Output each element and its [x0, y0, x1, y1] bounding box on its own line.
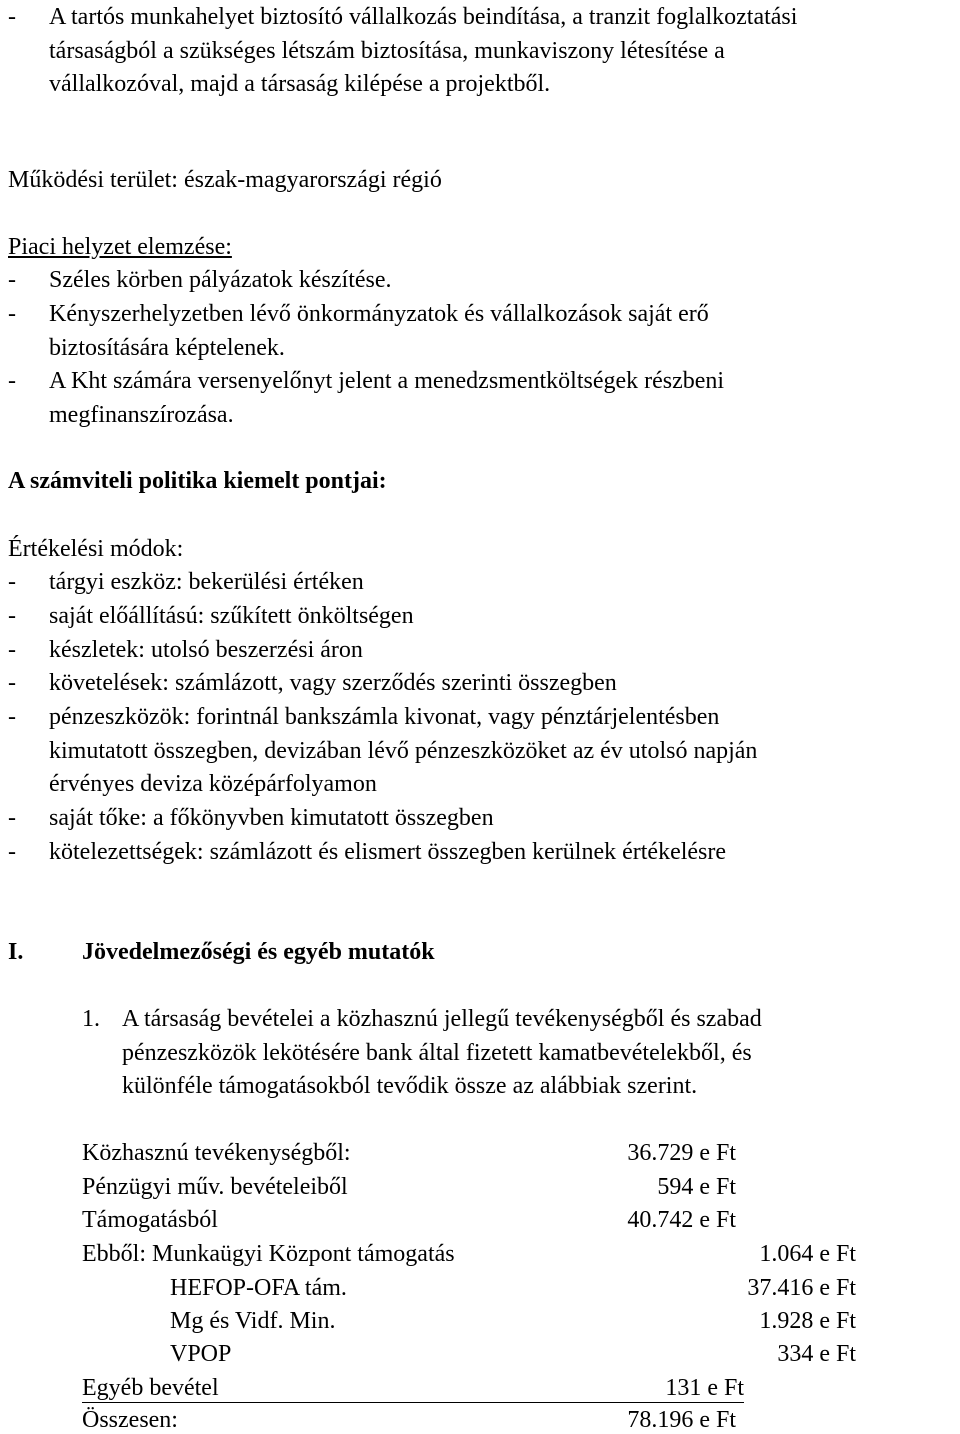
method-item-5-line-1: pénzeszközök: forintnál bankszámla kivonat, vagy pénztárjelentésben [49, 704, 720, 730]
breakdown-value-4: 334 e Ft [777, 1341, 856, 1367]
method-dash-4: - [8, 670, 16, 696]
other-income-value: 131 e Ft [665, 1375, 744, 1401]
methods-heading: Értékelési módok: [8, 536, 184, 562]
market-item-2-line-2: biztosítására képtelenek. [49, 335, 285, 361]
section-numeral: I. [8, 939, 24, 965]
operating-area: Működési terület: észak-magyarországi régió [8, 167, 442, 193]
accounting-heading: A számviteli politika kiemelt pontjai: [8, 468, 387, 494]
method-dash-3: - [8, 637, 16, 663]
intro-dash: - [8, 4, 16, 30]
point-number: 1. [82, 1006, 100, 1032]
market-item-2-line-1: Kényszerhelyzetben lévő önkormányzatok és vállalkozások saját erő [49, 301, 709, 327]
breakdown-value-1: 1.064 e Ft [759, 1241, 856, 1267]
income-label-3: Támogatásból [82, 1207, 218, 1233]
total-label: Összesen: [82, 1407, 178, 1433]
section-title: Jövedelmezőségi és egyéb mutatók [82, 939, 435, 965]
other-income-row [82, 1374, 744, 1403]
income-label-1: Közhasznú tevékenységből: [82, 1140, 351, 1166]
method-item-1: tárgyi eszköz: bekerülési értéken [49, 569, 364, 595]
breakdown-value-2: 37.416 e Ft [747, 1275, 856, 1301]
method-dash-1: - [8, 569, 16, 595]
market-dash-3: - [8, 368, 16, 394]
market-item-1: Széles körben pályázatok készítése. [49, 267, 392, 293]
method-item-6: saját tőke: a főkönyvben kimutatott összegben [49, 805, 494, 831]
intro-line-1: A tartós munkahelyet biztosító vállalkozás beindítása, a tranzit foglalkoztatási [49, 4, 798, 30]
method-item-5-line-2: kimutatott összegben, devizában lévő pénzeszközöket az év utolsó napján [49, 738, 758, 764]
income-value-3: 40.742 e Ft [627, 1207, 736, 1233]
method-item-2: saját előállítású: szűkített önköltségen [49, 603, 414, 629]
intro-line-3: vállalkozóval, majd a társaság kilépése a projektből. [49, 71, 551, 97]
market-item-3-line-1: A Kht számára versenyelőnyt jelent a menedzsmentköltségek részbeni [49, 368, 725, 394]
market-item-3-line-2: megfinanszírozása. [49, 402, 234, 428]
intro-line-2: társaságból a szükséges létszám biztosítása, munkaviszony létesítése a [49, 38, 725, 64]
method-item-4: követelések: számlázott, vagy szerződés szerinti összegben [49, 670, 617, 696]
method-item-5-line-3: érvényes deviza középárfolyamon [49, 771, 377, 797]
breakdown-label-3: Mg és Vidf. Min. [170, 1308, 336, 1334]
breakdown-label-4: VPOP [170, 1341, 232, 1367]
income-label-2: Pénzügyi műv. bevételeiből [82, 1174, 348, 1200]
breakdown-label-2: HEFOP-OFA tám. [170, 1275, 347, 1301]
method-item-3: készletek: utolsó beszerzési áron [49, 637, 363, 663]
income-value-1: 36.729 e Ft [627, 1140, 736, 1166]
method-dash-5: - [8, 704, 16, 730]
point-line-3: különféle támogatásokból tevődik össze az alábbiak szerint. [122, 1073, 698, 1099]
market-dash-2: - [8, 301, 16, 327]
point-line-2: pénzeszközök lekötésére bank által fizetett kamatbevételekből, és [122, 1040, 752, 1066]
market-dash-1: - [8, 267, 16, 293]
method-dash-2: - [8, 603, 16, 629]
breakdown-label-1: Ebből: Munkaügyi Központ támogatás [82, 1241, 455, 1267]
other-income-label: Egyéb bevétel [82, 1375, 219, 1401]
point-line-1: A társaság bevételei a közhasznú jellegű tevékenységből és szabad [122, 1006, 762, 1032]
breakdown-value-3: 1.928 e Ft [759, 1308, 856, 1334]
method-dash-7: - [8, 839, 16, 865]
total-value: 78.196 e Ft [627, 1407, 736, 1433]
method-dash-6: - [8, 805, 16, 831]
method-item-7: kötelezettségek: számlázott és elismert összegben kerülnek értékelésre [49, 839, 727, 865]
market-heading: Piaci helyzet elemzése: [8, 234, 232, 260]
income-value-2: 594 e Ft [657, 1174, 736, 1200]
